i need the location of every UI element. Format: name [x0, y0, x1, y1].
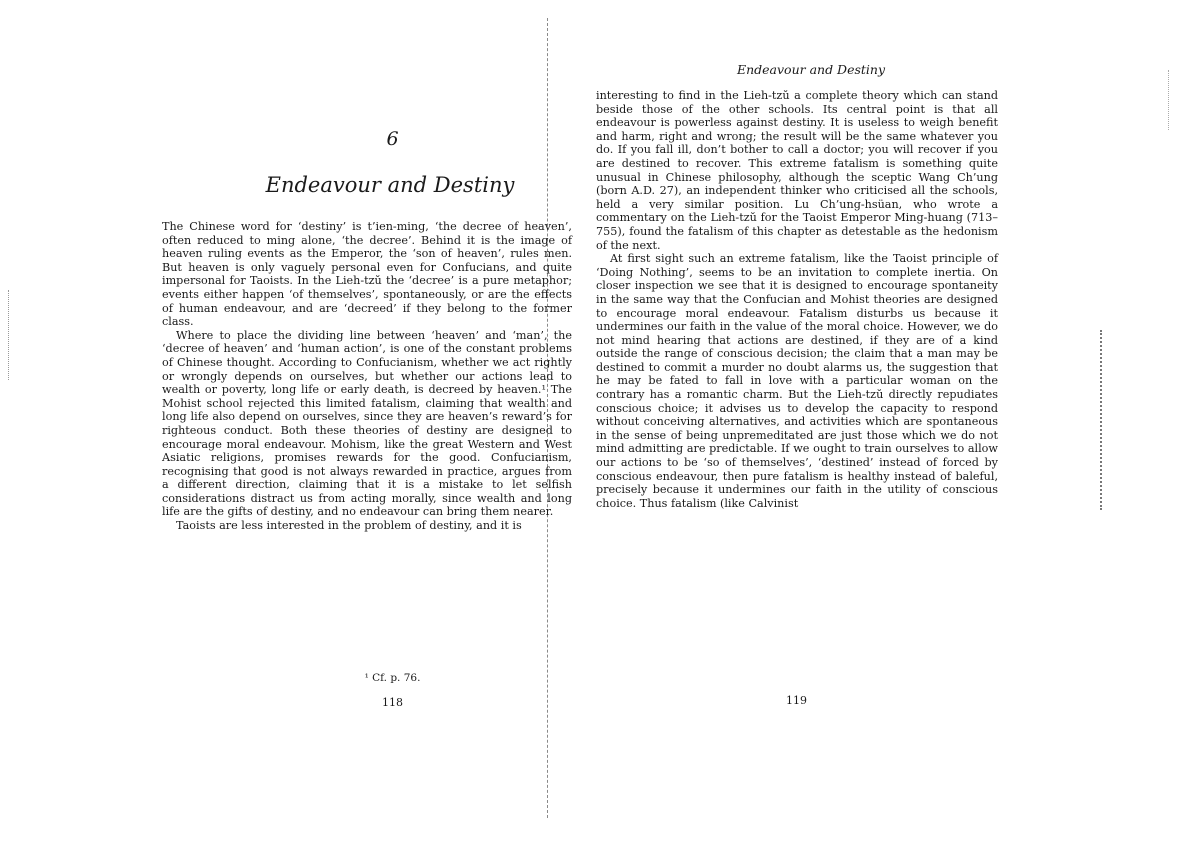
chapter-number: 6 [386, 128, 399, 150]
scan-artifact-left [8, 290, 13, 380]
right-page [596, 62, 998, 707]
page-number-right: 119 [786, 694, 807, 707]
paragraph: interesting to find in the Lieh-tzŭ a complete theory which can stand beside those of the other schools. Its central point is that all endeavour is powerless against destiny. It is useless to weigh benefit and harm, right and wrong; the result will be the same whatever you do. If you fall ill, don’t bother to call a doctor; you will recover if you are destined to recover. This extreme fatalism is something quite unusual in Chinese philosophy, although the sceptic Wang Ch’ung (born A.D. 27), an independent thinker who criticised all the schools, held a very similar position. Lu Ch’ung-hsüan, who wrote a commentary on the Lieh-tzŭ for the Taoist Emperor Ming-huang (713–755), found the fatalism of this chapter as detestable as the hedonism of the next. [596, 89, 998, 252]
footnote: ¹ Cf. p. 76. [364, 672, 421, 684]
paragraph: Where to place the dividing line between ‘heaven’ and ‘man’, the ‘decree of heaven’ and ‘human action’, is one of the constant problems of Chinese thought. According to Confucianism, whether we act rightly or wrongly depends on ourselves, but whether our actions lead to wealth or poverty, long life or early death, is decreed by heaven.¹ The Mohist school rejected this limited fatalism, claiming that wealth and long life also depend on ourselves, since they are heaven’s reward’s for righteous conduct. Both these theories of destiny are designed to encourage moral endeavour. Mohism, like the great Western and West Asiatic religions, promises rewards for the good. Confucianism, recognising that good is not always rewarded in practice, argues from a different direction, claiming that it is a mistake to let selfish considerations distract us from acting morally, since wealth and long life are the gifts of destiny, and no endeavour can bring them nearer. [162, 328, 572, 519]
right-body-text [596, 89, 998, 510]
left-body-text [162, 220, 572, 533]
paragraph: Taoists are less interested in the problem of destiny, and it is [176, 519, 522, 533]
page-number-left: 118 [382, 696, 403, 709]
paragraph: At first sight such an extreme fatalism, like the Taoist principle of ‘Doing Nothing’, seems to be an invitation to complete inertia. On closer inspection we see that it is designed to encourage spontaneity in the same way that the Confucian and Mohist theories are designed to encourage moral endeavour. Fatalism disturbs us because it undermines our faith in the value of the moral choice. However, we do not mind hearing that actions are destined, if they are of a kind outside the range of conscious decision; the claim that a man may be destined to commit a murder no doubt alarms us, the suggestion that he may be fated to fall in love with a particular woman on the contrary has a romantic charm. But the Lieh-tzŭ directly repudiates conscious choice; it advises us to develop the capacity to respond without conceiving alternatives, and activities which are spontaneous in the sense of being unpremeditated are just those which we do not mind admitting are predictable. If we ought to train ourselves to allow our actions to be ‘so of themselves’, ‘destined’ instead of forced by conscious endeavour, then pure fatalism is healthy instead of baleful, precisely because it undermines our faith in the utility of conscious choice. Thus fatalism (like Calvinist [596, 252, 998, 510]
chapter-title: Endeavour and Destiny [265, 173, 515, 197]
scan-artifact-right [1100, 330, 1108, 510]
scan-artifact-top-right [1168, 70, 1171, 130]
paragraph: The Chinese word for ‘destiny’ is t’ien-ming, ‘the decree of heaven’, often reduced to ming alone, ‘the decree’. Behind it is the image of heaven ruling events as the Emperor, the ‘son of heaven’, rules men. But heaven is only vaguely personal even for Confucians, and quite impersonal for Taoists. In the Lieh-tzŭ the ‘decree’ is a pure metaphor; events either happen ‘of themselves’, spontaneously, or are the effects of human endeavour, and are ‘decreed’ if they belong to the former class. [162, 220, 572, 329]
running-head: Endeavour and Destiny [736, 62, 886, 77]
